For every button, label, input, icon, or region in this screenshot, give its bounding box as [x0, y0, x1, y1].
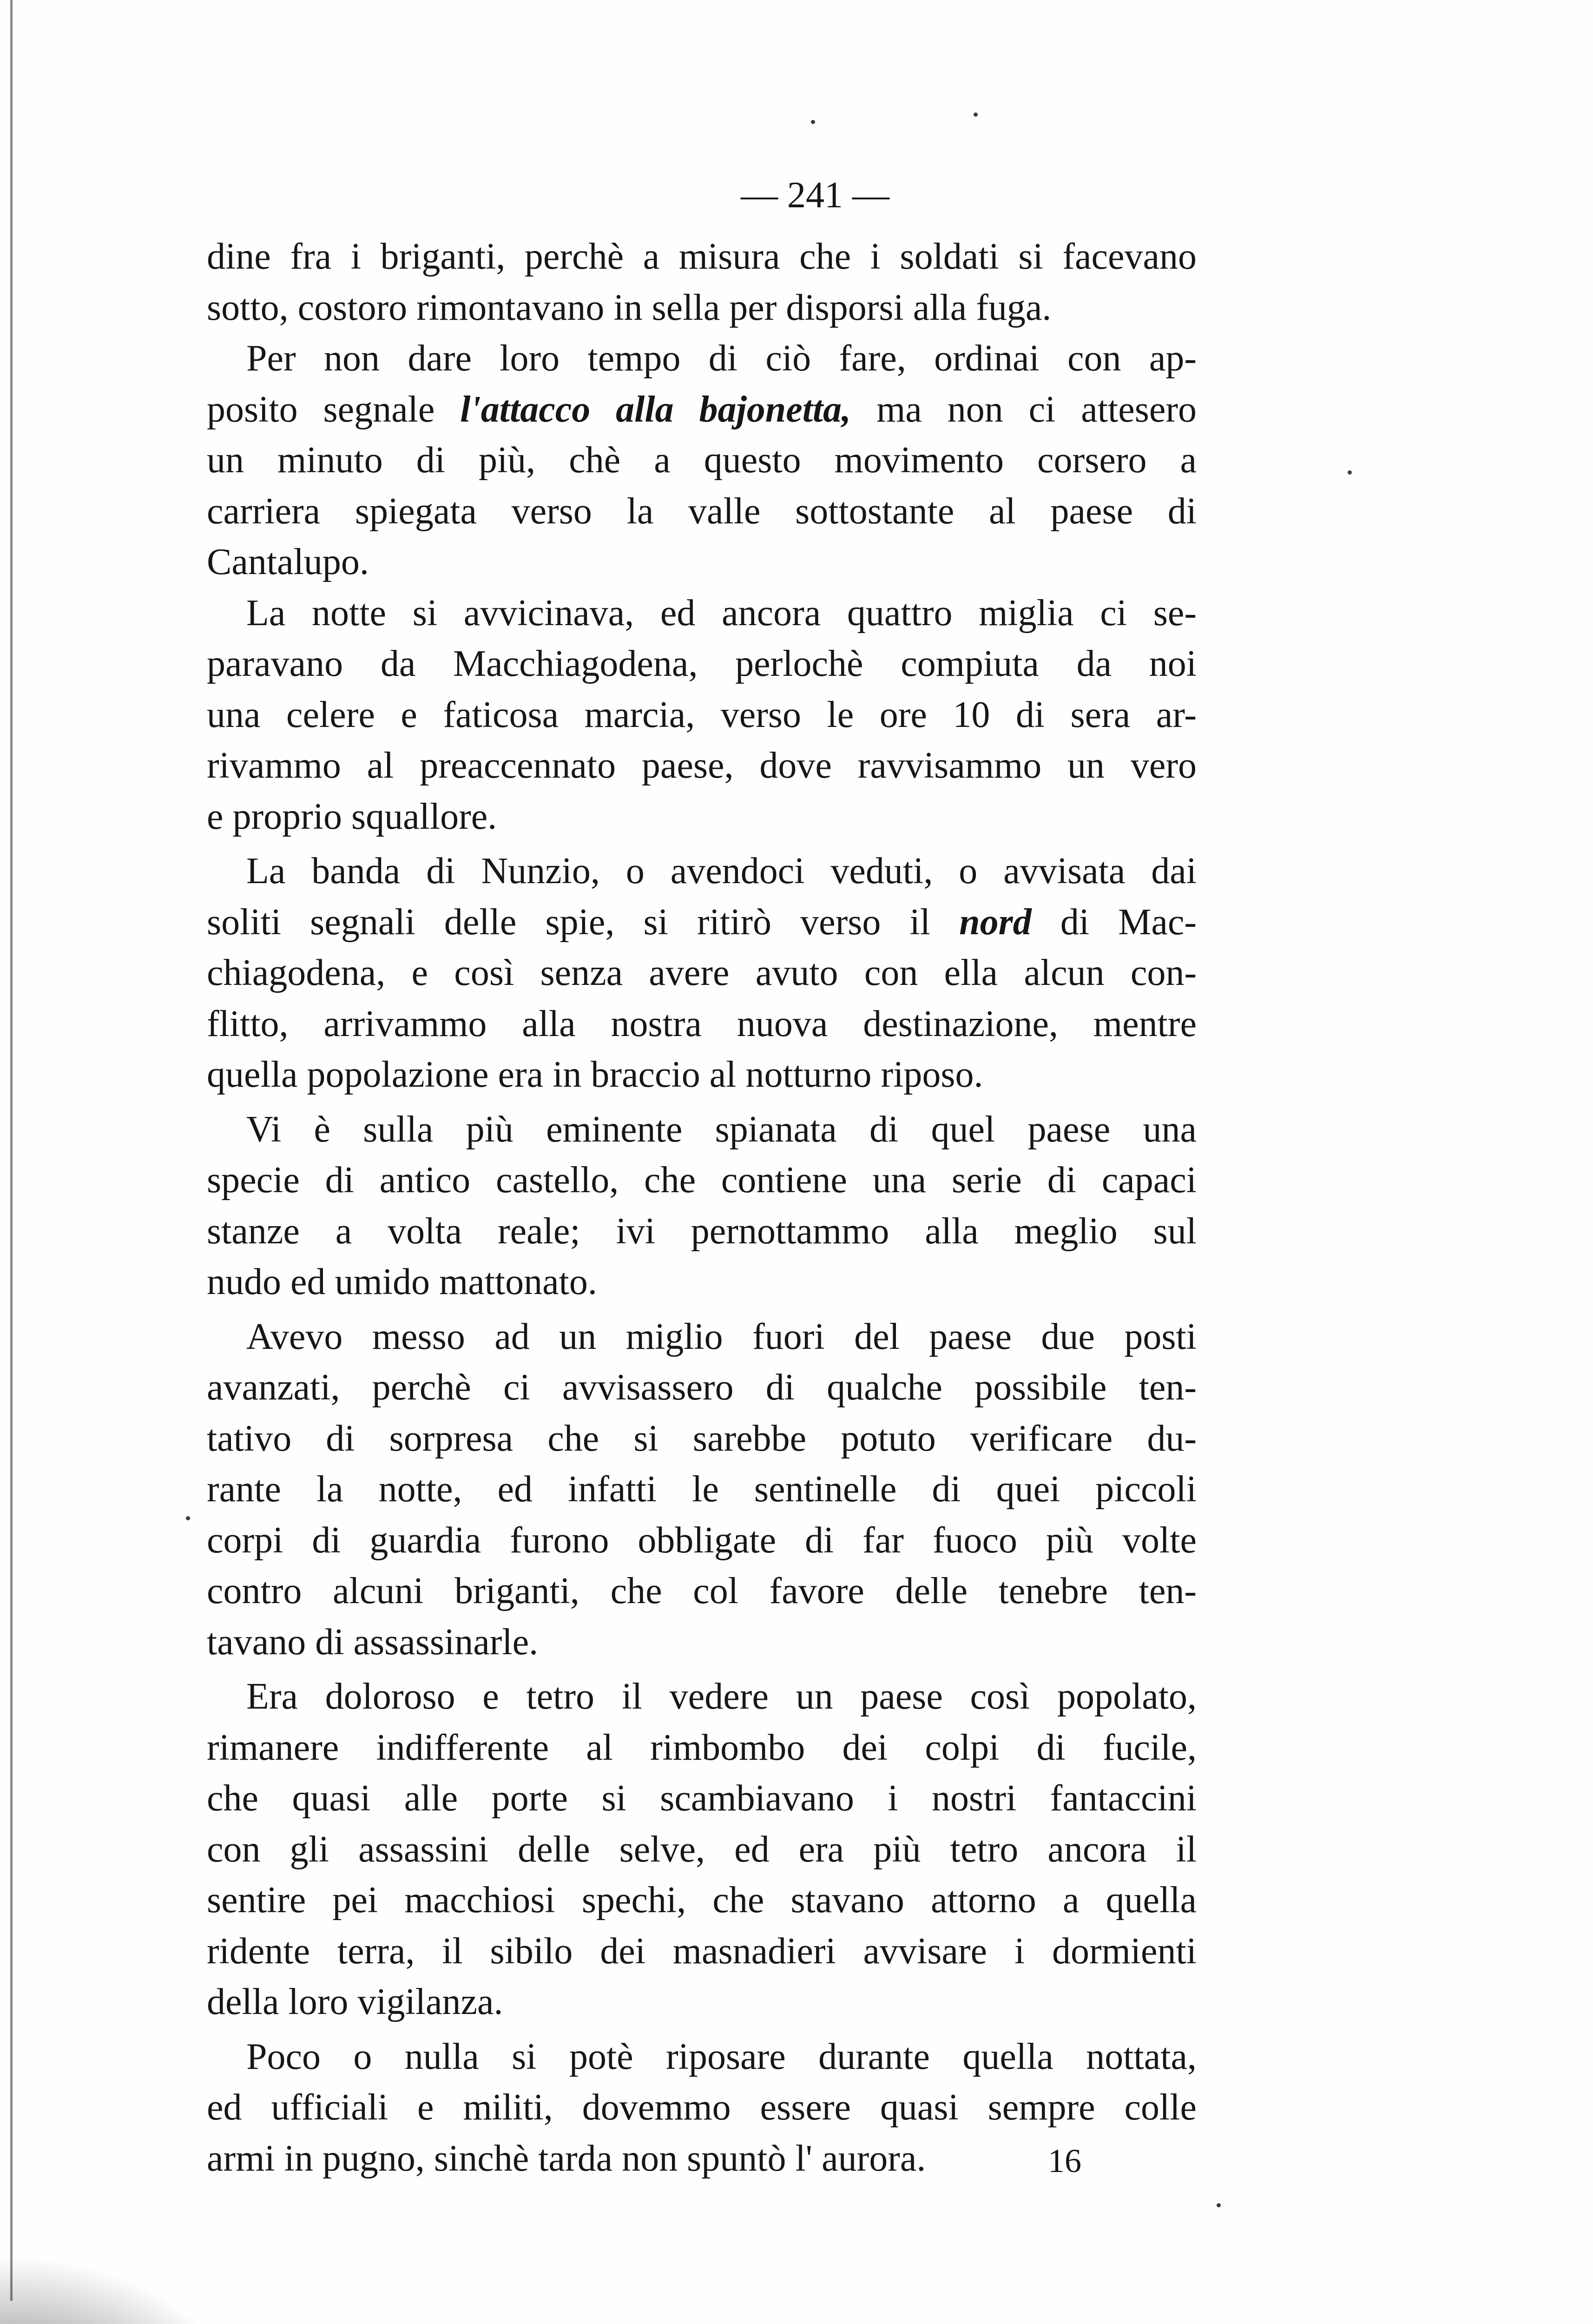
text-line: con gli assassini delle selve, ed era più tetro ancora il — [207, 1829, 1197, 1870]
italic-phrase: l'attacco alla bajonetta, — [460, 389, 851, 430]
scan-speck — [1217, 2203, 1221, 2207]
text-line: armi in pugno, sinchè tarda non spuntò l' aurora. — [207, 2138, 926, 2179]
text-line: rivammo al preaccennato paese, dove ravvisammo un vero — [207, 745, 1197, 786]
text-line: paravano da Macchiagodena, perlochè compiuta da noi — [207, 643, 1197, 684]
text-line: stanze a volta reale; ivi pernottammo alla meglio sul — [207, 1210, 1197, 1252]
scan-shadow-corner — [0, 2231, 288, 2324]
text-segment: ma non ci attesero — [876, 389, 1197, 430]
text-segment: posito segnale — [207, 389, 435, 430]
scan-speck — [974, 112, 978, 117]
scan-speck — [186, 1516, 190, 1520]
text-line: La notte si avvicinava, ed ancora quattro miglia ci se- — [246, 592, 1197, 634]
text-line: tavano di assassinarle. — [207, 1621, 539, 1663]
text-line: chiagodena, e così senza avere avuto con ella alcun con- — [207, 952, 1197, 993]
text-line: carriera spiegata verso la valle sottostante al paese di — [207, 490, 1197, 532]
text-line: tativo di sorpresa che si sarebbe potuto verificare du- — [207, 1418, 1197, 1459]
printer-signature-mark: 16 — [1048, 2142, 1081, 2179]
text-line: una celere e faticosa marcia, verso le ore 10 di sera ar- — [207, 694, 1197, 735]
text-line: ed ufficiali e militi, dovemmo essere quasi sempre colle — [207, 2087, 1197, 2128]
scan-speck — [811, 120, 815, 124]
text-segment: soliti segnali delle spie, si ritirò verso il — [207, 901, 930, 943]
text-line: avanzati, perchè ci avvisassero di qualche possibile ten- — [207, 1367, 1197, 1408]
text-line: sotto, costoro rimontavano in sella per disporsi alla fuga. — [207, 287, 1052, 328]
text-line: che quasi alle porte si scambiavano i nostri fantaccini — [207, 1778, 1197, 1819]
text-line: Era doloroso e tetro il vedere un paese così popolato, — [246, 1676, 1197, 1717]
text-line: La banda di Nunzio, o avendoci veduti, o avvisata dai — [246, 851, 1197, 891]
text-line: Per non dare loro tempo di ciò fare, ordinai con ap- — [246, 338, 1197, 379]
text-line: dine fra i briganti, perchè a misura che i soldati si facevano — [207, 236, 1197, 277]
text-line: rimanere indifferente al rimbombo dei colpi di fucile, — [207, 1727, 1197, 1768]
text-line-with-italic — [207, 897, 1197, 948]
italic-word: nord — [959, 901, 1032, 943]
text-line: e proprio squallore. — [207, 796, 497, 837]
text-line: della loro vigilanza. — [207, 1981, 503, 2022]
text-segment: di Mac- — [1060, 901, 1197, 943]
text-line: un minuto di più, chè a questo movimento corsero a — [207, 440, 1197, 481]
body-text — [207, 231, 1197, 2184]
text-line: specie di antico castello, che contiene una serie di capaci — [207, 1160, 1197, 1201]
text-line: contro alcuni briganti, che col favore delle tenebre ten- — [207, 1571, 1197, 1611]
text-line: flitto, arrivammo alla nostra nuova destinazione, mentre — [207, 1003, 1197, 1044]
page-binding-edge — [10, 0, 13, 2301]
text-line: Avevo messo ad un miglio fuori del paese due posti — [246, 1316, 1197, 1357]
text-line: ridente terra, il sibilo dei masnadieri avvisare i dormienti — [207, 1930, 1197, 1972]
scan-speck — [1348, 470, 1352, 475]
text-line: nudo ed umido mattonato. — [207, 1261, 597, 1302]
text-line: Vi è sulla più eminente spianata di quel paese una — [246, 1109, 1197, 1150]
text-line: quella popolazione era in braccio al notturno riposo. — [207, 1054, 983, 1095]
text-line: Cantalupo. — [207, 541, 369, 582]
page-number-header: — 241 — — [741, 175, 889, 216]
text-line: rante la notte, ed infatti le sentinelle di quei piccoli — [207, 1469, 1197, 1510]
text-line: corpi di guardia furono obbligate di far fuoco più volte — [207, 1519, 1197, 1561]
text-line-with-italic — [207, 384, 1197, 436]
text-line: Poco o nulla si potè riposare durante quella nottata, — [246, 2036, 1197, 2077]
text-line: sentire pei macchiosi spechi, che stavano attorno a quella — [207, 1880, 1197, 1921]
